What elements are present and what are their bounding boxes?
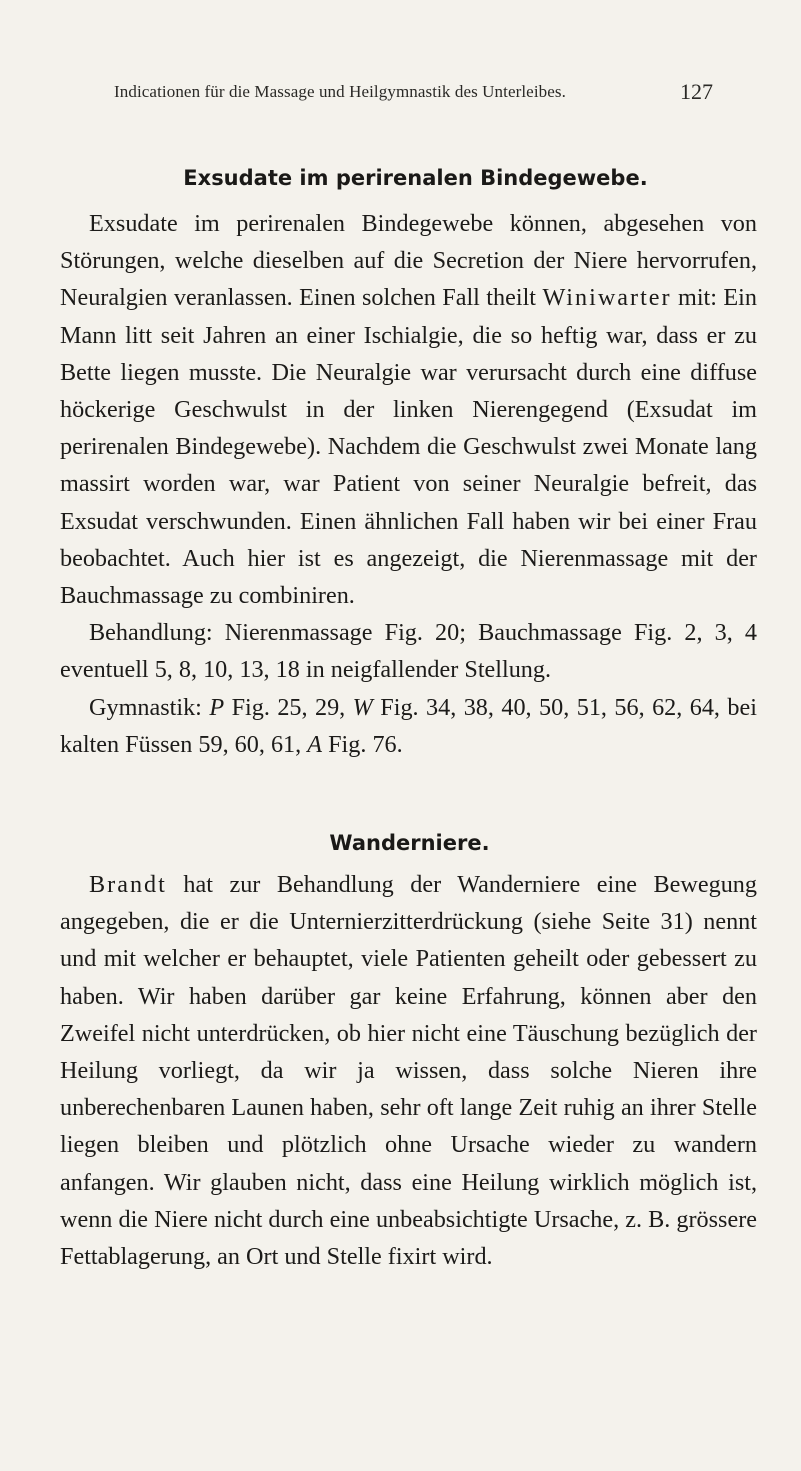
section-body-wanderniere xyxy=(60,866,757,1275)
author-name: Brandt xyxy=(89,871,167,898)
paragraph-text: mit: Ein Mann litt seit Jahren an einer Ischialgie, die so heftig war, dass er zu Bette liegen musste. Die Neuralgie war verursacht durch eine diffuse höckerige Geschwulst in der linken Nierengegend (Exsudat im perirenalen Bindegewebe). Nachdem die Geschwulst zwei Monate lang massirt worden war, war Patient von seiner Neuralgie befreit, das Exsudat verschwunden. Einen ähnlichen Fall haben wir bei einer Frau beobachtet. Auch hier ist es angezeigt, die Nierenmassage mit der Bauchmassage zu combiniren. xyxy=(60,284,757,610)
paragraph-gymnastics xyxy=(60,689,757,763)
section-title-exsudate: Exsudate im perirenalen Bindegewebe. xyxy=(183,166,648,190)
italic-letter: P xyxy=(209,693,225,721)
paragraph-text: hat zur Behandlung der Wanderniere eine Bewegung angegeben, die er die Unternierzitterdrückung (siehe Seite 31) nennt und mit welcher er behauptet, viele Patienten geheilt oder gebessert zu haben. Wir haben darüber gar keine Erfahrung, können aber den Zweifel nicht unterdrücken, ob hier nicht eine Täuschung bezüglich der Heilung vorliegt, da wir ja wissen, dass solche Nieren ihre unberechenbaren Launen haben, sehr oft lange Zeit ruhig an ihrer Stelle liegen bleiben und plötzlich ohne Ursache wieder zu wandern anfangen. Wir glauben nicht, dass eine Heilung wirklich möglich ist, wenn die Niere nicht durch eine unbeabsichtigte Ursache, z. B. grössere Fettablagerung, an Ort und Stelle fixirt wird. xyxy=(60,871,757,1271)
paragraph-intro xyxy=(60,205,757,614)
paragraph-text: Gymnastik: xyxy=(89,693,210,721)
paragraph-text: Fig. 76. xyxy=(322,730,403,758)
paragraph-brandt xyxy=(60,866,757,1275)
paragraph-text: Fig. 34, 38, 40, 50, 51, 56, 62, 64, bei kalten Füssen 59, 60, 61, xyxy=(60,693,757,758)
section-body-exsudate xyxy=(60,205,757,763)
italic-letter: W xyxy=(352,693,373,721)
paragraph-text: Exsudate im perirenalen Bindegewebe können, abgesehen von Störungen, welche dieselben auf die Secretion der Niere hervorrufen, Neuralgien veranlassen. Einen solchen Fall theilt xyxy=(60,210,757,312)
paragraph-treatment: Behandlung: Nierenmassage Fig. 20; Bauchmassage Fig. 2, 3, 4 eventuell 5, 8, 10, 13, 18 in neigfallender Stellung. xyxy=(60,619,757,684)
page-number: 127 xyxy=(680,79,713,104)
running-head: Indicationen für die Massage und Heilgymnastik des Unterleibes. xyxy=(114,82,566,101)
section-title-wanderniere: Wanderniere. xyxy=(329,831,490,855)
paragraph-text: Fig. 25, 29, xyxy=(224,693,353,721)
italic-letter: A xyxy=(307,730,323,758)
author-name: Winiwarter xyxy=(542,284,672,312)
